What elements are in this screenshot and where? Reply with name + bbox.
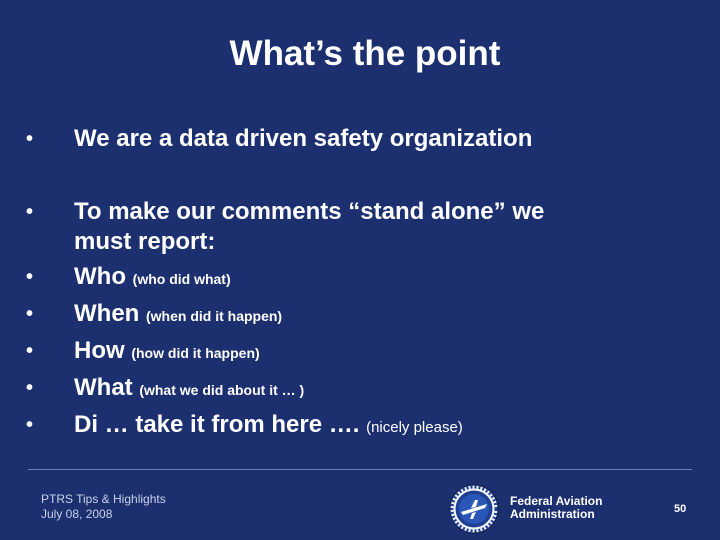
bullet-text [74, 262, 231, 294]
agency-line-1: Federal Aviation [510, 494, 603, 508]
bullet-marker: • [26, 201, 34, 223]
footer-info [41, 492, 166, 522]
bullet-main: What [74, 374, 133, 401]
slide-title: What’s the point [229, 34, 501, 73]
bullet-text [74, 299, 282, 331]
faa-seal-icon [449, 484, 499, 534]
footer-title: PTRS Tips & Highlights [41, 492, 166, 506]
bullet-marker: • [26, 266, 34, 288]
bullet-text: To make our comments “stand alone” we [74, 198, 545, 225]
bullet-note: (when did it happen) [146, 308, 283, 324]
bullet-marker: • [26, 377, 34, 399]
bullet-text: must report: [74, 228, 216, 255]
bullet-note: (nicely please) [366, 419, 463, 436]
bullet-text [74, 373, 304, 405]
footer-date: July 08, 2008 [41, 507, 113, 521]
bullet-main: When [74, 300, 140, 327]
footer-divider [28, 469, 692, 470]
bullet-text: We are a data driven safety organization [74, 125, 533, 152]
bullet-note: (what we did about it … ) [139, 382, 305, 398]
agency-line-2: Administration [510, 507, 595, 521]
bullet-marker: • [26, 303, 34, 325]
agency-name [510, 495, 602, 521]
bullet-main: Who [74, 263, 126, 290]
page-number: 50 [674, 503, 687, 515]
bullet-marker: • [26, 128, 34, 150]
bullet-main: Di … take it from here …. [74, 411, 360, 438]
bullet-note: (how did it happen) [131, 345, 260, 361]
bullet-text [74, 410, 463, 443]
bullet-marker: • [26, 414, 34, 436]
bullet-note: (who did what) [132, 271, 231, 287]
bullet-marker: • [26, 340, 34, 362]
bullet-main: How [74, 337, 125, 364]
bullet-text [74, 336, 260, 368]
